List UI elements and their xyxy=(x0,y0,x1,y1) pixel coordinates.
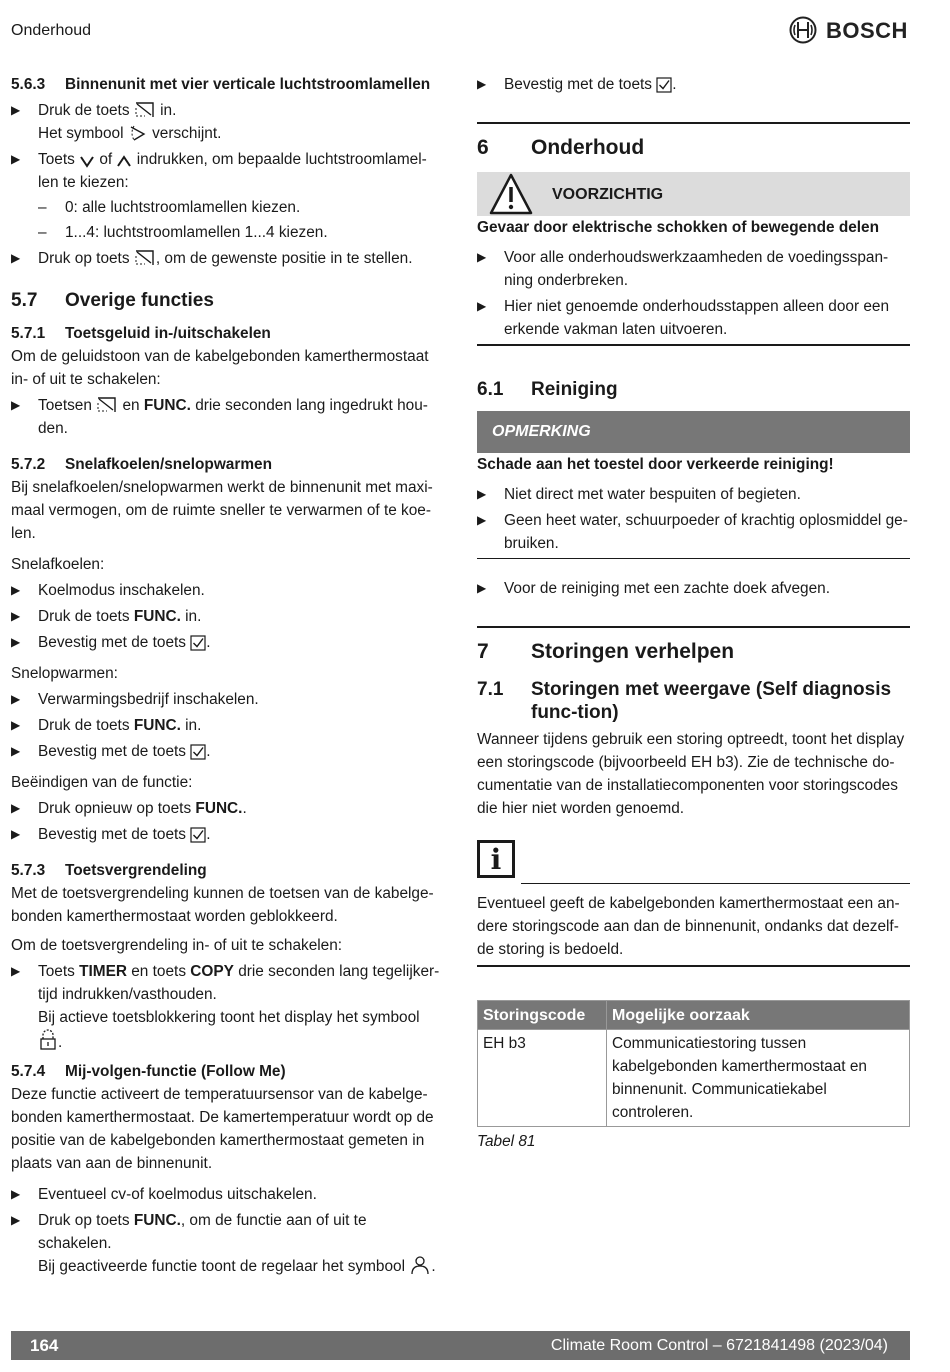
swing-icon xyxy=(134,249,156,267)
paragraph: Snelopwarmen: xyxy=(11,665,118,682)
page-footer xyxy=(11,1331,910,1360)
section-5-7-4-heading: 5.7.4 Mij-volgen-functie (Follow Me) xyxy=(11,1063,286,1080)
left-column xyxy=(11,73,443,1278)
list-item: ▶ Geen heet water, schuurpoeder of krachtig oplosmiddel ge-bruiken. xyxy=(477,509,910,555)
list-item: ▶ Druk de toets FUNC. in. xyxy=(11,714,443,737)
checkbox-icon xyxy=(656,77,672,93)
table-cell: EH b3 xyxy=(478,1030,607,1127)
swing-icon xyxy=(134,101,156,119)
checkbox-icon xyxy=(190,635,206,651)
paragraph: Om de toetsvergrendeling in- of uit te schakelen: xyxy=(11,937,343,954)
warning-box xyxy=(477,172,910,216)
chevron-up-icon xyxy=(116,154,132,168)
bosch-logo xyxy=(789,16,908,44)
section-5-7-2-heading: 5.7.2 Snelafkoelen/snelopwarmen xyxy=(11,456,272,473)
list-item: ▶ Koelmodus inschakelen. xyxy=(11,579,443,602)
swing-open-icon xyxy=(128,124,148,142)
list-item: ▶ Toets TIMER en toets COPY drie seconden lang tegelijker-tijd indrukken/vasthouden. Bij actieve toetsblokkering toont het display het symbool . xyxy=(11,960,443,1054)
person-icon xyxy=(409,1255,431,1275)
section-5-7-1-heading: 5.7.1 Toetsgeluid in-/uitschakelen xyxy=(11,325,271,342)
list-item: ▶ Voor alle onderhoudswerkzaamheden de voedingsspan-ning onderbreken. xyxy=(477,246,910,292)
info-header xyxy=(477,840,910,884)
chevron-down-icon xyxy=(79,154,95,168)
list-item: ▶ Verwarmingsbedrijf inschakelen. xyxy=(11,688,443,711)
note-label: OPMERKING xyxy=(477,411,910,453)
list-item: ▶ Bevestig met de toets . xyxy=(11,631,443,654)
section-5-7-heading: 5.7 Overige functies xyxy=(11,290,214,311)
bosch-logo-icon xyxy=(789,16,817,44)
brand-name: BOSCH xyxy=(826,17,908,43)
divider xyxy=(477,558,910,559)
list-item: ▶ Toetsen en FUNC. drie seconden lang ingedrukt hou- den. xyxy=(11,394,443,440)
section-5-6-3-heading: 5.6.3 Binnenunit met vier verticale luchtstroomlamellen xyxy=(11,76,431,93)
info-text: Eventueel geeft de kabelgebonden kamerthermostaat een an-dere storingscode aan dan de binnenunit, ondanks dat dezelf-de storing is bedoeld. xyxy=(477,895,900,958)
divider xyxy=(477,122,910,124)
header-title: Onderhoud xyxy=(11,22,92,39)
list-item: ▶ Druk de toets FUNC. in. xyxy=(11,605,443,628)
list-item: ▶ Hier niet genoemde onderhoudsstappen alleen door een erkende vakman laten uitvoeren. xyxy=(477,295,910,341)
document-id: Climate Room Control – 6721841498 (2023/04) xyxy=(550,1337,888,1354)
section-6-heading: 6 Onderhoud xyxy=(477,136,645,159)
paragraph: Deze functie activeert de temperatuursensor van de kabelge-bonden kamerthermostaat. De kamertemperatuur wordt op de positie van de kabelgebonden kamerthermostaat gemeten in plaats van aan de binnenunit. xyxy=(11,1086,434,1172)
page-number: 164 xyxy=(30,1336,59,1355)
sub-list-item: – 1...4: luchtstroomlamellen 1...4 kiezen. xyxy=(11,221,443,244)
paragraph: Wanneer tijdens gebruik een storing optreedt, toont het display een storingscode (bijvoorbeeld EH b3). Zie de technische do-cumentatie van de installatiecomponenten voor storingscodes die hier niet worden genoemd. xyxy=(477,731,905,817)
divider xyxy=(521,883,910,884)
note-title: Schade aan het toestel door verkeerde reiniging! xyxy=(477,456,834,473)
paragraph: Met de toetsvergrendeling kunnen de toetsen van de kabelge-bonden kamerthermostaat worden geblokkeerd. xyxy=(11,885,434,925)
warning-icon xyxy=(489,172,533,216)
list-item: ▶ Eventueel cv-of koelmodus uitschakelen. xyxy=(11,1183,443,1206)
paragraph: Snelafkoelen: xyxy=(11,556,105,573)
divider xyxy=(477,626,910,628)
table-cell: Communicatiestoring tussen kabelgebonden kamerthermostaat en binnenunit. Communicatiekabel controleren. xyxy=(607,1030,910,1127)
list-item: ▶ Voor de reiniging met een zachte doek afvegen. xyxy=(477,577,910,600)
list-item: ▶ Bevestig met de toets . xyxy=(11,740,443,763)
table-row xyxy=(478,1030,910,1127)
paragraph: Bij snelafkoelen/snelopwarmen werkt de binnenunit met maxi-maal vermogen, om de ruimte sneller te verwarmen of te koe-len. xyxy=(11,479,433,542)
right-column xyxy=(477,73,910,1153)
checkbox-icon xyxy=(190,744,206,760)
warning-label: VOORZICHTIG xyxy=(552,185,664,203)
swing-icon xyxy=(96,396,118,414)
section-7-heading: 7 Storingen verhelpen xyxy=(477,640,735,663)
lock-icon xyxy=(38,1029,58,1051)
list-item: ▶ Bevestig met de toets . xyxy=(477,73,910,96)
list-item: ▶ Druk de toets in. Het symbool verschijnt. xyxy=(11,99,443,145)
paragraph: Om de geluidstoon van de kabelgebonden kamerthermostaat in- of uit te schakelen: xyxy=(11,348,429,388)
list-item: ▶ Niet direct met water bespuiten of begieten. xyxy=(477,483,910,506)
warning-title: Gevaar door elektrische schokken of bewegende delen xyxy=(477,219,880,236)
info-icon: i xyxy=(477,840,515,878)
list-item: ▶ Bevestig met de toets . xyxy=(11,823,443,846)
list-item: ▶ Toets of indrukken, om bepaalde luchtstroomlamel- len te kiezen: xyxy=(11,148,443,194)
list-item: ▶ Druk opnieuw op toets FUNC.. xyxy=(11,797,443,820)
divider xyxy=(477,344,910,346)
list-item: ▶ Druk op toets , om de gewenste positie in te stellen. xyxy=(11,247,443,270)
section-5-7-3-heading: 5.7.3 Toetsvergrendeling xyxy=(11,862,207,879)
list-item: ▶ Druk op toets FUNC., om de functie aan of uit te schakelen. Bij geactiveerde functie toont de regelaar het symbool . xyxy=(11,1209,443,1278)
error-code-table xyxy=(477,1000,910,1127)
divider xyxy=(477,965,910,967)
section-7-1-heading: 7.1 Storingen met weergave (Self diagnosis func-tion) xyxy=(477,679,892,723)
table-header: Storingscode xyxy=(478,1001,607,1030)
table-caption: Tabel 81 xyxy=(477,1133,536,1150)
section-6-1-heading: 6.1 Reiniging xyxy=(477,379,618,400)
table-header: Mogelijke oorzaak xyxy=(607,1001,910,1030)
sub-list-item: – 0: alle luchtstroomlamellen kiezen. xyxy=(11,196,443,219)
checkbox-icon xyxy=(190,827,206,843)
paragraph: Beëindigen van de functie: xyxy=(11,774,193,791)
warning-band xyxy=(477,172,910,216)
